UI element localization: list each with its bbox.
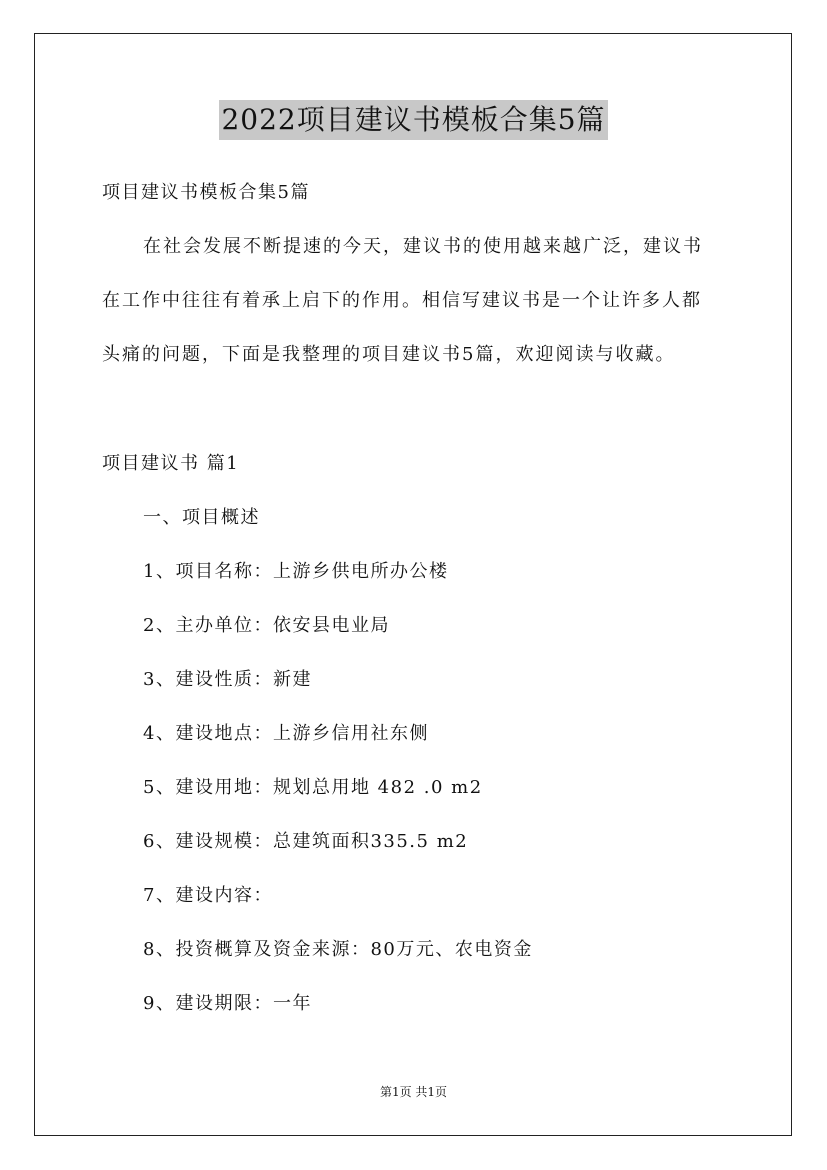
- page-footer: 第1页 共1页: [379, 1085, 448, 1099]
- intro-paragraph-line-1: 在社会发展不断提速的今天，建议书的使用越来越广泛，建议书: [143, 236, 703, 257]
- title-container: [0, 100, 827, 140]
- list-item: 5、建设用地：规划总用地 482 .0 m2: [143, 777, 483, 798]
- list-item: 1、项目名称：上游乡供电所办公楼: [143, 561, 449, 582]
- list-item: 2、主办单位：依安县电业局: [143, 615, 390, 636]
- document-subtitle: 项目建议书模板合集5篇: [102, 182, 310, 203]
- list-item: 8、投资概算及资金来源：80万元、农电资金: [143, 939, 533, 960]
- list-item: 3、建设性质：新建: [143, 669, 312, 690]
- section-heading: 项目建议书 篇1: [102, 453, 240, 474]
- list-item: 7、建设内容：: [143, 885, 273, 906]
- list-item: 9、建设期限：一年: [143, 993, 312, 1014]
- intro-paragraph-line-2: 在工作中往往有着承上启下的作用。相信写建议书是一个让许多人都: [102, 290, 702, 311]
- list-item: 4、建设地点：上游乡信用社东侧: [143, 723, 429, 744]
- list-item: 6、建设规模：总建筑面积335.5 m2: [143, 831, 469, 852]
- document-title: 2022项目建议书模板合集5篇: [219, 100, 607, 140]
- subsection-heading: 一、项目概述: [143, 507, 260, 528]
- intro-paragraph-line-3: 头痛的问题，下面是我整理的项目建议书5篇，欢迎阅读与收藏。: [102, 344, 676, 365]
